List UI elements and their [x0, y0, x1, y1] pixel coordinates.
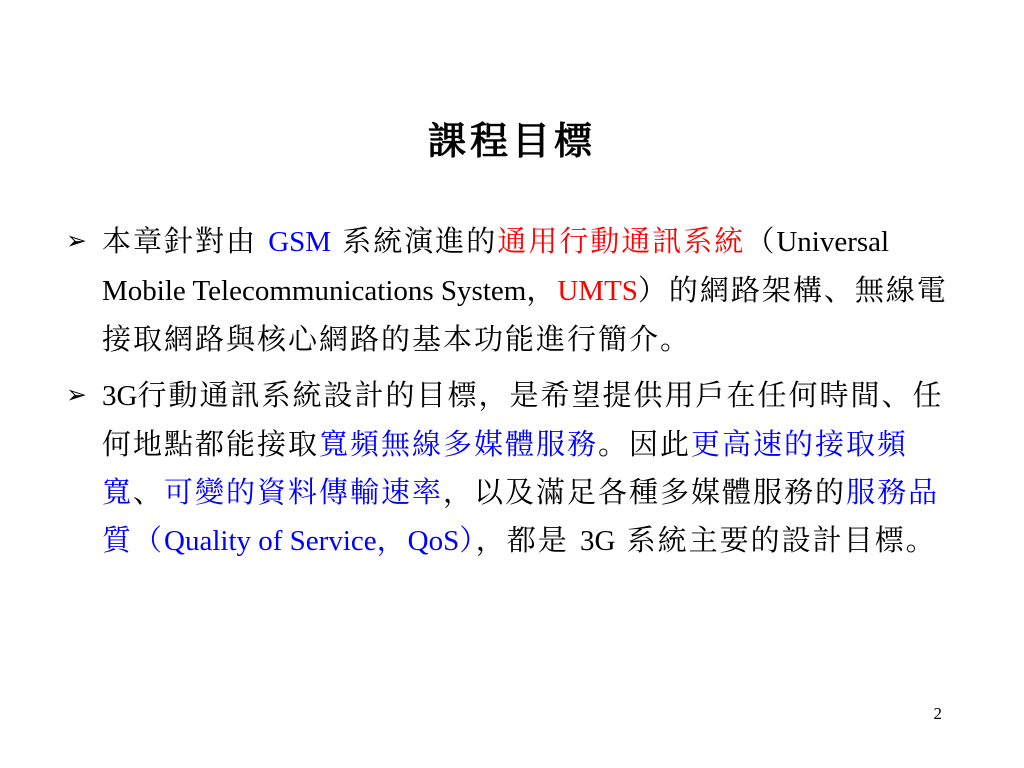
slide-title: 課程目標	[427, 118, 596, 163]
bullet-item-umts-overview	[62, 217, 957, 363]
bullet2-comma: ，	[376, 523, 408, 557]
bullet2-3g: 3G	[102, 380, 138, 412]
bullet1-comma: ，	[526, 273, 558, 307]
bullet1-umts-abbr: UMTS	[557, 275, 638, 307]
bullet2-text-1: 行動通訊系統設計的目標，是希望提供用戶在任何時間、任何地點都能接取	[102, 378, 944, 461]
bullet1-text-1: 本章針對由	[102, 224, 269, 258]
bullet2-higher-bandwidth: 更高速的接取頻寬	[102, 427, 909, 509]
bullet2-text-2: 。因此	[598, 427, 692, 461]
bullet-item-3g-goals	[62, 371, 957, 565]
bullet2-broadband-multimedia: 寬頻無線多媒體服務	[319, 427, 599, 461]
bullet2-qos-abbr: QoS	[407, 525, 460, 557]
arrow-bullet-icon: ➢	[66, 226, 89, 255]
bullet-list	[62, 217, 957, 565]
bullet2-qos-english: Quality of Service	[164, 525, 377, 557]
bullet1-gsm: GSM	[268, 226, 332, 258]
bullet1-umts-english-term: Universal Mobile Telecommunications System	[102, 226, 890, 307]
bullet1-umts-chinese-term: 通用行動通訊系統	[497, 224, 746, 258]
bullet2-open-paren: （	[133, 523, 165, 557]
bullet2-text-5: 系統主要的設計目標。	[615, 523, 937, 557]
bullet2-separator: 、	[133, 475, 165, 509]
arrow-bullet-icon: ➢	[66, 380, 89, 409]
bullet2-text-3: ，以及滿足各種多媒體服務的	[443, 475, 847, 509]
page-number: 2	[933, 704, 942, 723]
bullet2-text-4: ，都是	[475, 523, 580, 557]
bullet2-close-paren: ）	[459, 523, 476, 557]
bullet2-variable-rate: 可變的資料傳輸速率	[164, 475, 444, 509]
bullet1-open-paren: （	[745, 224, 777, 258]
bullet2-3g-again: 3G	[579, 525, 616, 557]
bullet2-service-quality: 服務品質	[102, 475, 940, 557]
bullet1-text-3: ）的網路架構、無線電接取網路與核心網路的基本功能進行簡介。	[102, 273, 948, 356]
bullet1-text-2: 系統演進的	[331, 224, 498, 258]
